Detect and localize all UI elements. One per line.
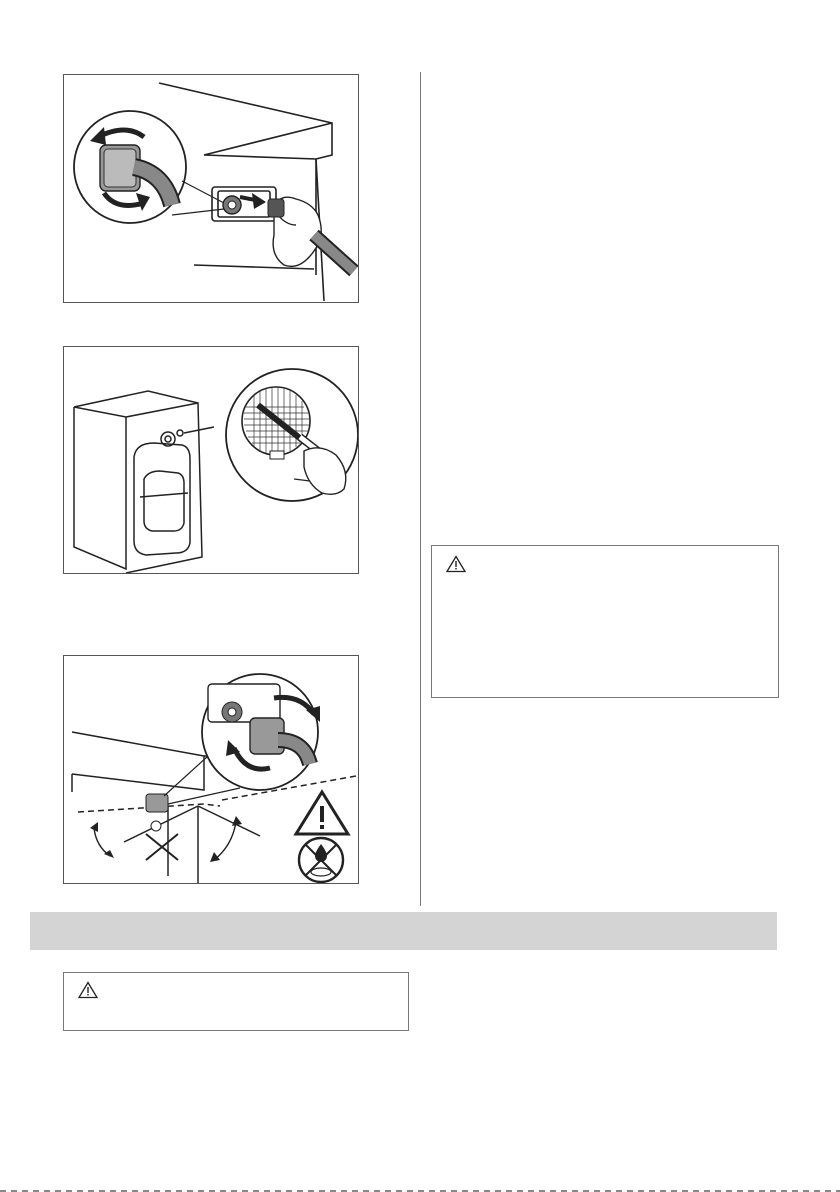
filter-clean-illustration <box>64 347 358 573</box>
warning-triangle-icon <box>446 555 466 573</box>
column-divider <box>420 72 421 906</box>
hose-unscrew-illustration <box>64 75 358 302</box>
washing-machine-icon <box>74 391 214 573</box>
warning-box-bottom <box>63 972 409 1031</box>
warning-box-right <box>431 545 779 698</box>
no-leak-icon <box>299 838 343 882</box>
hose-reattach-illustration <box>64 656 358 883</box>
section-header-bar <box>30 912 777 950</box>
figure-hose-reattach <box>63 655 359 884</box>
figure-hose-unscrew <box>63 74 359 303</box>
warning-triangle-icon <box>296 792 348 834</box>
warning-triangle-icon <box>78 981 98 999</box>
figure-filter-clean <box>63 346 359 574</box>
